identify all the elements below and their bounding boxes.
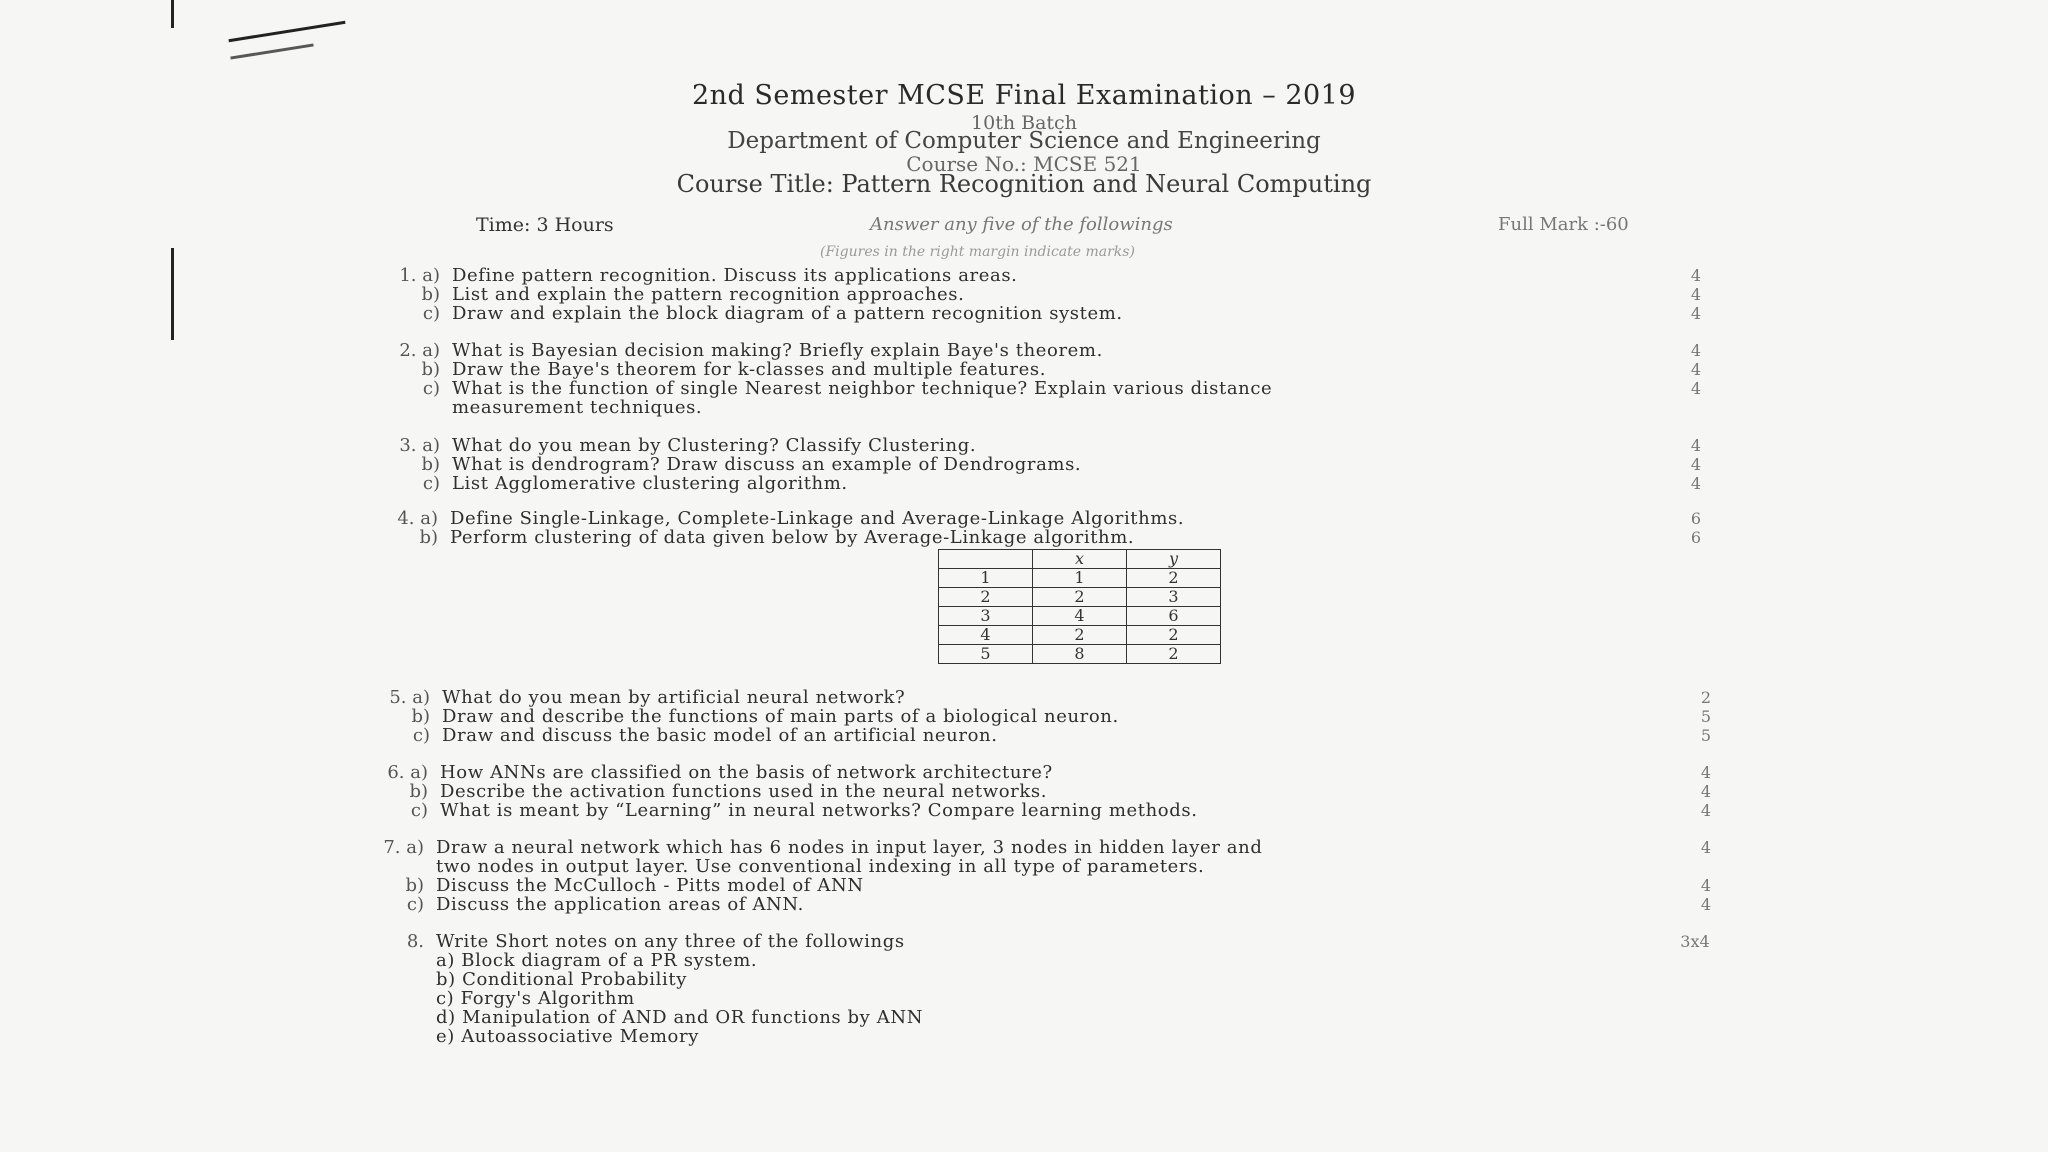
clustering-data-table — [938, 549, 1221, 664]
table-cell: 4 — [939, 626, 1033, 645]
question-label: 5. a) — [389, 687, 430, 708]
question-text: Draw the Baye's theorem for k-classes and multiple features. — [452, 359, 1047, 380]
table-cell: 1 — [1033, 569, 1127, 588]
exam-title: 2nd Semester MCSE Final Examination – 2019 — [691, 80, 1357, 111]
table-row — [939, 569, 1221, 588]
question-text: What is meant by “Learning” in neural networks? Compare learning methods. — [440, 800, 1198, 821]
question-text: Draw and describe the functions of main parts of a biological neuron. — [442, 706, 1119, 727]
question-mark: 4 — [1700, 838, 1712, 857]
question-text: Define pattern recognition. Discuss its applications areas. — [452, 265, 1018, 286]
question-label: 8. — [406, 931, 424, 952]
question-label: 6. a) — [387, 762, 428, 783]
answer-instruction: Answer any five of the followings — [870, 214, 1173, 235]
table-row — [939, 607, 1221, 626]
question-mark: 4 — [1700, 876, 1712, 895]
question-text: Discuss the application areas of ANN. — [436, 894, 804, 915]
question-text: Draw and explain the block diagram of a pattern recognition system. — [452, 303, 1123, 324]
question-text: Draw and discuss the basic model of an artificial neuron. — [442, 725, 998, 746]
table-cell: 2 — [939, 588, 1033, 607]
table-cell: 2 — [1127, 626, 1221, 645]
question-text: What do you mean by artificial neural network? — [442, 687, 906, 708]
question-mark: 4 — [1690, 360, 1702, 379]
left-edge-mark-middle — [171, 248, 174, 340]
question-label: b) — [421, 284, 440, 305]
table-cell: 3 — [1127, 588, 1221, 607]
batch-label: 10th Batch — [971, 112, 1077, 134]
question-label: b) — [405, 875, 424, 896]
question-mark: 4 — [1690, 379, 1702, 398]
table-cell: 8 — [1033, 645, 1127, 664]
question-label: c) — [422, 473, 440, 494]
question-text: Write Short notes on any three of the followings — [436, 931, 905, 952]
question-label: 4. a) — [397, 508, 438, 529]
table-header-cell: y — [1127, 550, 1221, 569]
question-mark: 4 — [1690, 341, 1702, 360]
question-label: b) — [421, 359, 440, 380]
question-mark: 4 — [1690, 474, 1702, 493]
department-name: Department of Computer Science and Engineering — [727, 128, 1321, 154]
table-cell: 4 — [1033, 607, 1127, 626]
table-header-row — [939, 550, 1221, 569]
table-cell: 6 — [1127, 607, 1221, 626]
question-text: e) Autoassociative Memory — [436, 1026, 699, 1047]
question-label: b) — [411, 706, 430, 727]
time-limit: Time: 3 Hours — [476, 214, 614, 236]
question-label: c) — [412, 725, 430, 746]
table-cell: 3 — [939, 607, 1033, 626]
question-label: b) — [419, 527, 438, 548]
table-row — [939, 645, 1221, 664]
question-label: 2. a) — [399, 340, 440, 361]
table-cell: 2 — [1127, 569, 1221, 588]
question-text: What is dendrogram? Draw discuss an example of Dendrograms. — [452, 454, 1082, 475]
question-text: Discuss the McCulloch - Pitts model of ANN — [436, 875, 864, 896]
question-label: 7. a) — [383, 837, 424, 858]
marks-note: (Figures in the right margin indicate marks) — [820, 244, 1135, 260]
question-label: c) — [406, 894, 424, 915]
question-mark: 2 — [1700, 688, 1712, 707]
question-text: b) Conditional Probability — [436, 969, 687, 990]
question-text: What do you mean by Clustering? Classify Clustering. — [452, 435, 977, 456]
question-mark: 4 — [1700, 763, 1712, 782]
question-mark: 4 — [1690, 285, 1702, 304]
question-mark: 6 — [1690, 528, 1702, 547]
question-text: List Agglomerative clustering algorithm. — [452, 473, 848, 494]
question-mark: 3x4 — [1680, 932, 1710, 951]
course-title: Course Title: Pattern Recognition and Neural Computing — [676, 170, 1372, 198]
table-cell: 1 — [939, 569, 1033, 588]
question-text: List and explain the pattern recognition approaches. — [452, 284, 965, 305]
course-number: Course No.: MCSE 521 — [906, 152, 1142, 176]
question-label: 3. a) — [399, 435, 440, 456]
question-text: Describe the activation functions used in the neural networks. — [440, 781, 1048, 802]
question-label: c) — [410, 800, 428, 821]
question-text: Perform clustering of data given below by Average-Linkage algorithm. — [450, 527, 1135, 548]
question-text: What is Bayesian decision making? Briefly explain Baye's theorem. — [452, 340, 1103, 361]
question-label: 1. a) — [399, 265, 440, 286]
table-header-cell: x — [1033, 550, 1127, 569]
question-text: a) Block diagram of a PR system. — [436, 950, 758, 971]
question-mark: 4 — [1700, 801, 1712, 820]
table-cell: 5 — [939, 645, 1033, 664]
table-cell: 2 — [1033, 626, 1127, 645]
question-text: measurement techniques. — [452, 397, 703, 418]
question-text: Draw a neural network which has 6 nodes in input layer, 3 nodes in hidden layer and — [436, 837, 1263, 858]
question-label: b) — [409, 781, 428, 802]
full-marks: Full Mark :-60 — [1498, 214, 1629, 235]
question-mark: 4 — [1690, 266, 1702, 285]
question-mark: 4 — [1690, 304, 1702, 323]
pen-scribble-lower — [230, 43, 313, 59]
question-label: c) — [422, 378, 440, 399]
table-row — [939, 588, 1221, 607]
question-text: c) Forgy's Algorithm — [436, 988, 635, 1009]
question-text: What is the function of single Nearest neighbor technique? Explain various distance — [452, 378, 1273, 399]
question-mark: 5 — [1700, 726, 1712, 745]
question-mark: 4 — [1700, 895, 1712, 914]
table-row — [939, 626, 1221, 645]
table-cell: 2 — [1127, 645, 1221, 664]
question-mark: 4 — [1690, 455, 1702, 474]
pen-scribble — [228, 21, 345, 42]
question-text: How ANNs are classified on the basis of network architecture? — [440, 762, 1053, 783]
question-text: two nodes in output layer. Use conventional indexing in all type of parameters. — [436, 856, 1205, 877]
question-mark: 6 — [1690, 509, 1702, 528]
question-mark: 5 — [1700, 707, 1712, 726]
question-mark: 4 — [1700, 782, 1712, 801]
question-text: d) Manipulation of AND and OR functions by ANN — [436, 1007, 924, 1028]
table-cell: 2 — [1033, 588, 1127, 607]
table-header-cell — [939, 550, 1033, 569]
question-label: c) — [422, 303, 440, 324]
question-text: Define Single-Linkage, Complete-Linkage and Average-Linkage Algorithms. — [450, 508, 1185, 529]
question-label: b) — [421, 454, 440, 475]
left-edge-mark-top — [171, 0, 174, 28]
question-mark: 4 — [1690, 436, 1702, 455]
